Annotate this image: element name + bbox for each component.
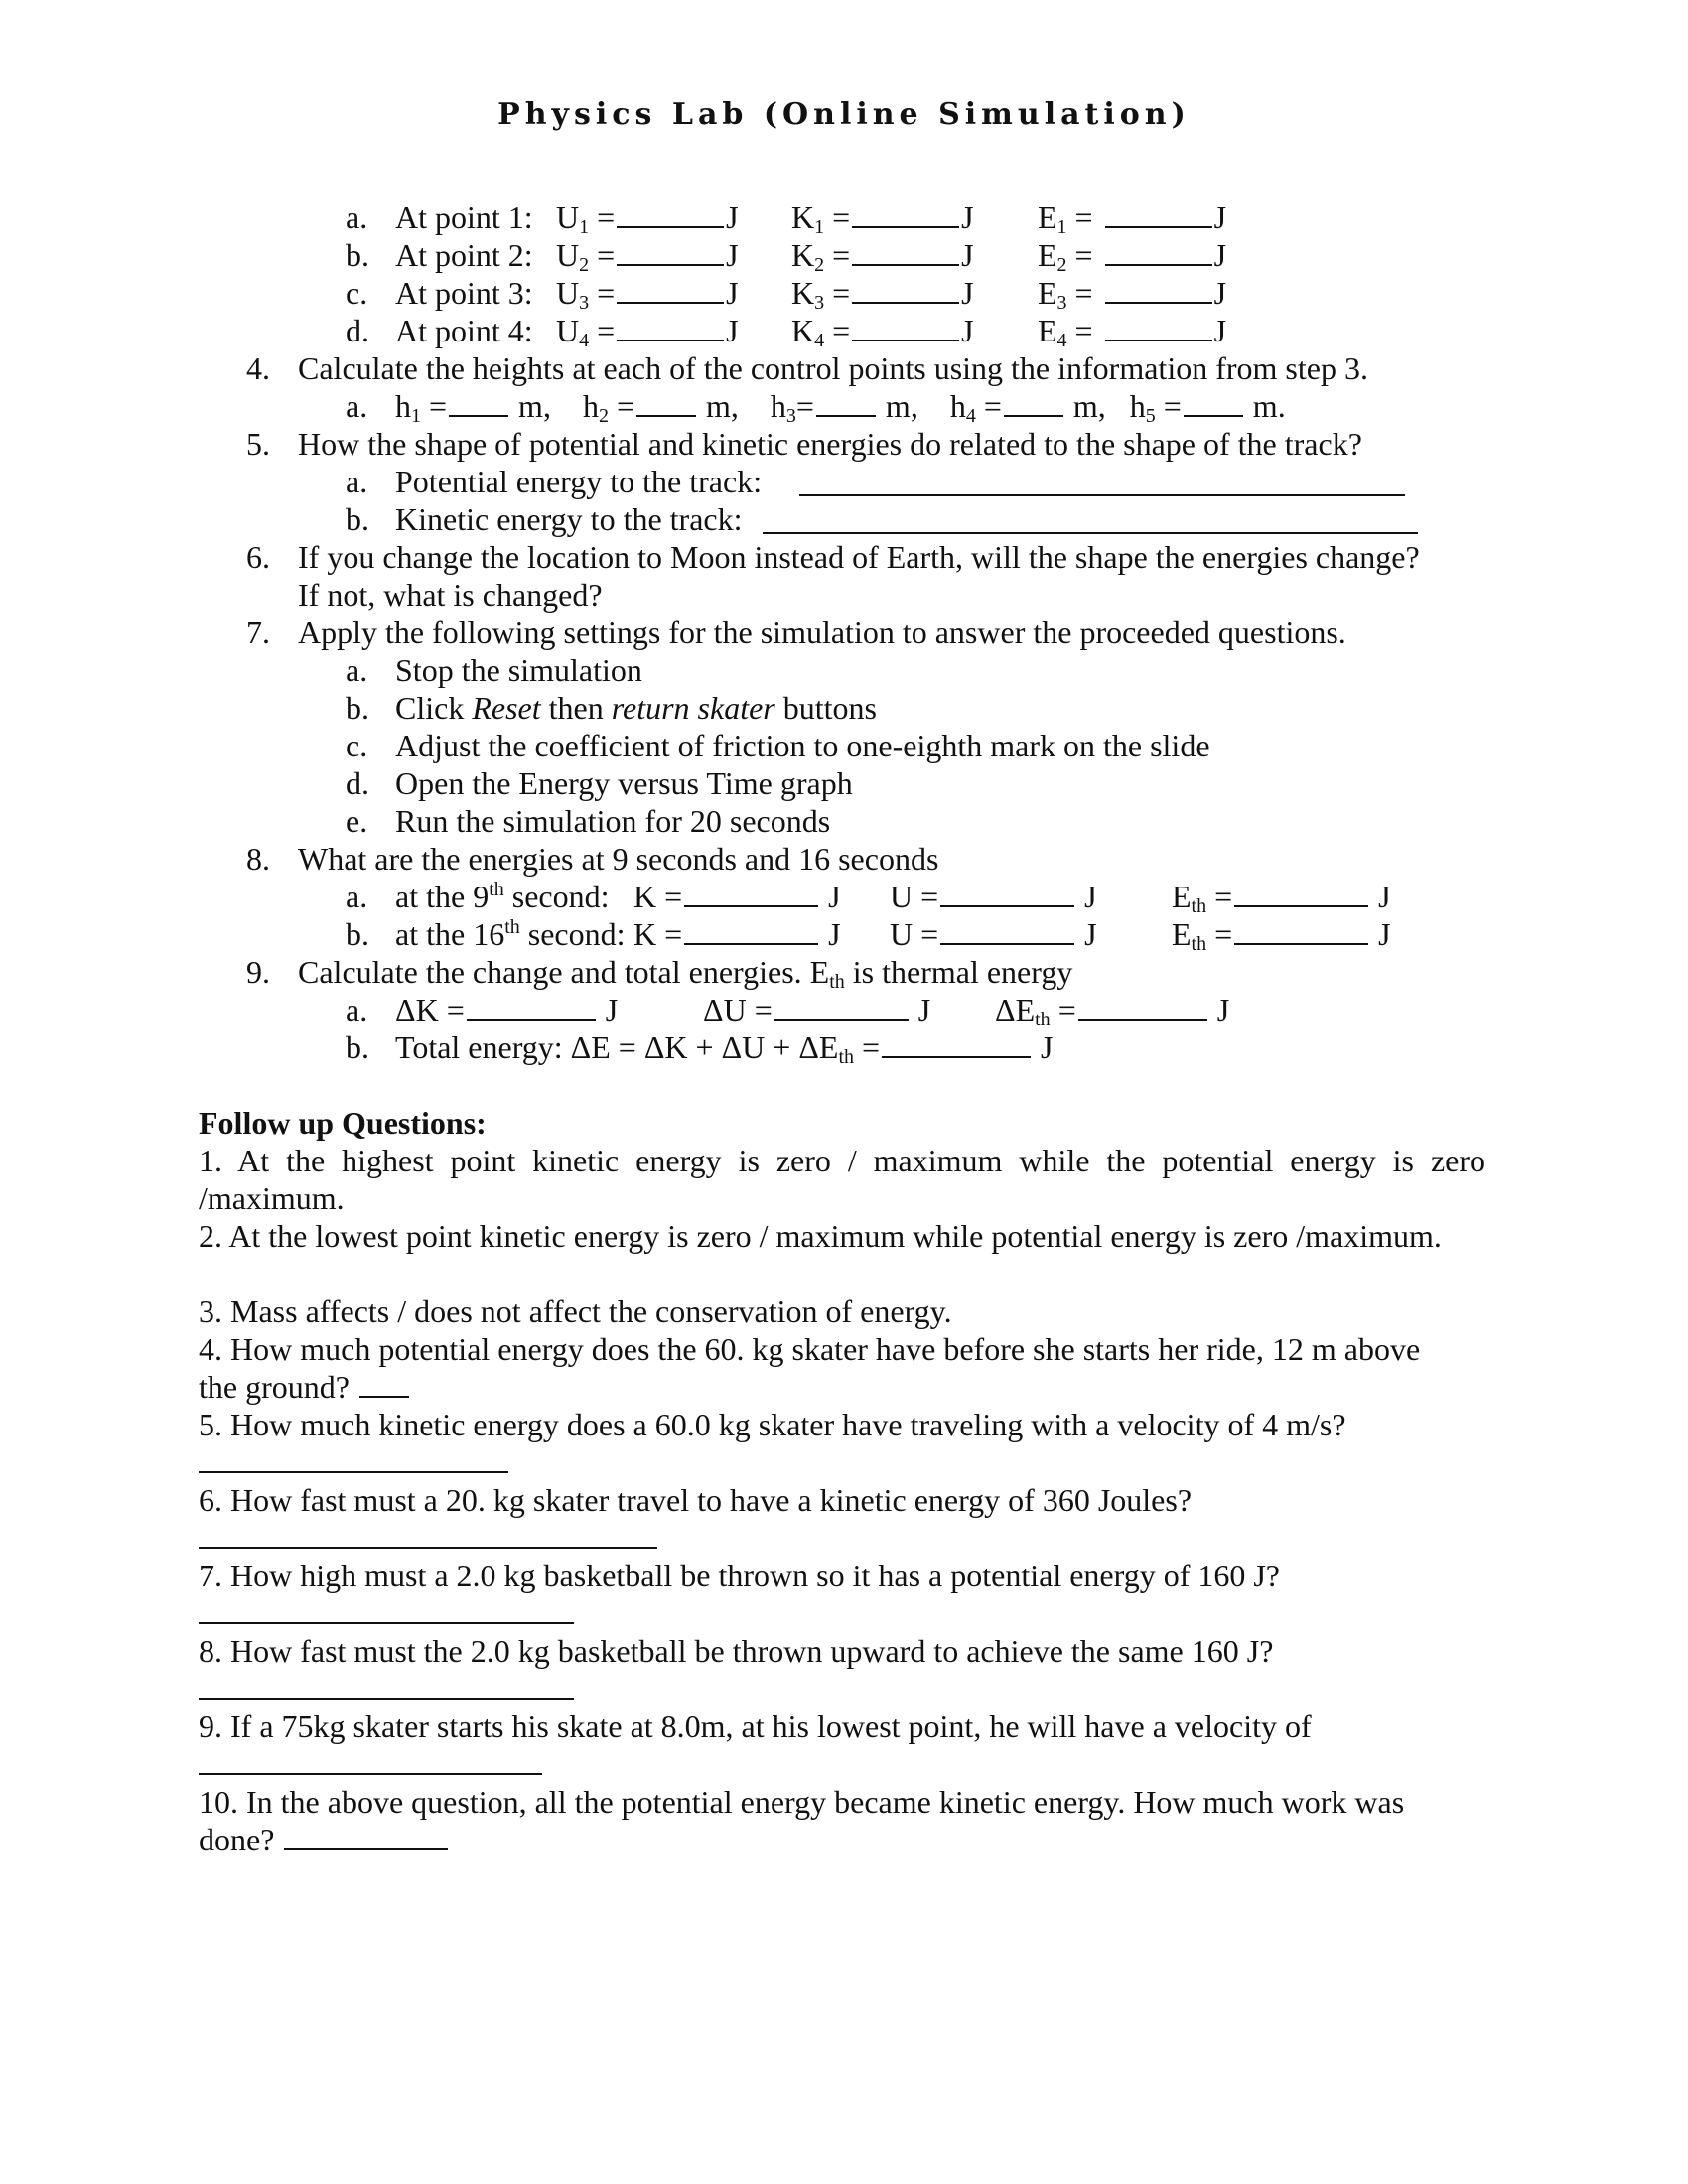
answer-line[interactable] [199, 1698, 574, 1700]
follow-up-heading: Follow up Questions: [199, 1105, 487, 1141]
e-field-3: $E_3 = J$ [1038, 275, 1227, 314]
answer-blank[interactable] [1078, 993, 1207, 1021]
energy-row-3: c. At point 3: [346, 275, 533, 311]
answer-line[interactable] [199, 1471, 508, 1473]
answer-blank[interactable] [617, 314, 724, 341]
u-field-3: $U_3 = J$ [556, 275, 739, 314]
answer-blank[interactable] [359, 1370, 409, 1398]
e-field-2: $E_2 = J$ [1038, 237, 1227, 276]
e-field-4: $E_4 = J$ [1038, 313, 1227, 351]
answer-blank[interactable] [636, 389, 696, 417]
answer-blank[interactable] [467, 993, 596, 1021]
answer-blank[interactable] [1184, 389, 1243, 417]
answer-blank[interactable] [684, 880, 818, 907]
answer-blank[interactable] [852, 238, 959, 266]
answer-blank[interactable] [852, 201, 959, 228]
k-16s: K = J [633, 916, 841, 952]
answer-line[interactable] [199, 1773, 542, 1775]
question-7: 7. Apply the following settings for the simulation to answer the proceeded questions. [246, 614, 1346, 650]
answer-line[interactable] [199, 1547, 657, 1549]
eth-9s: $E_{th} = J$ [1172, 879, 1391, 917]
question-6-line2: If not, what is changed? [298, 577, 603, 613]
k-field-1: $K_1 = J$ [791, 200, 974, 238]
question-6: 6. If you change the location to Moon instead of Earth, will the shape the energies change? [246, 539, 1420, 575]
k-field-3: $K_3 = J$ [791, 275, 974, 314]
follow-up-q10-line2: done? [199, 1821, 450, 1858]
question-5: 5. How the shape of potential and kinetic energies do related to the shape of the track? [246, 426, 1362, 462]
answer-blank[interactable] [1105, 201, 1212, 228]
question-9b: b. Total energy: $\Delta E = \Delta K + \Delta U + \Delta E_{th} = J$ [346, 1029, 1054, 1068]
answer-blank[interactable] [449, 389, 508, 417]
answer-blank[interactable] [1105, 276, 1212, 304]
question-7e: e. Run the simulation for 20 seconds [346, 803, 831, 839]
question-9: 9. Calculate the change and total energies. $E_{th}$ is thermal energy [246, 954, 1073, 993]
energy-row-1 [346, 199, 533, 236]
e-field-1: $E_1 = J$ [1038, 200, 1227, 238]
question-5a: a. Potential energy to the track: [346, 464, 763, 499]
answer-blank[interactable] [1105, 238, 1212, 266]
answer-line[interactable] [763, 532, 1418, 534]
question-4: 4. Calculate the heights at each of the control points using the information from step 3. [246, 350, 1368, 386]
u-9s: U = J [890, 879, 1097, 914]
k-field-4: $K_4 = J$ [791, 313, 974, 351]
u-field-1: $U_1 = J$ [556, 200, 739, 238]
answer-blank[interactable] [940, 880, 1074, 907]
u-field-2: $U_2 = J$ [556, 237, 739, 276]
follow-up-q1: 1. At the highest point kinetic energy is zero / maximum while the potential energy is zero /maximum. [199, 1143, 1485, 1216]
follow-up-q4: 4. How much potential energy does the 60. kg skater have before she starts her ride, 12 m above [199, 1331, 1421, 1367]
answer-blank[interactable] [1004, 389, 1063, 417]
question-8: 8. What are the energies at 9 seconds and 16 seconds [246, 841, 939, 877]
page-title: Physics Lab (Online Simulation) [497, 97, 1191, 132]
u-field-4: $U_4 = J$ [556, 313, 739, 351]
answer-blank[interactable] [882, 1030, 1031, 1058]
answer-line[interactable] [199, 1622, 574, 1624]
answer-line[interactable] [799, 494, 1405, 496]
row-label: At point 1: [395, 200, 533, 235]
follow-up-q5: 5. How much kinetic energy does a 60.0 kg skater have traveling with a velocity of 4 m/s? [199, 1407, 1346, 1442]
answer-blank[interactable] [617, 238, 724, 266]
answer-blank[interactable] [774, 993, 909, 1021]
question-8b: b. at the 16th second: [346, 916, 626, 952]
question-9a: a. [346, 992, 368, 1027]
question-7c: c. Adjust the coefficient of friction to one-eighth mark on the slide [346, 728, 1210, 763]
answer-blank[interactable] [816, 389, 876, 417]
answer-blank[interactable] [1105, 314, 1212, 341]
follow-up-q2: 2. At the lowest point kinetic energy is zero / maximum while potential energy is zero /maximum. [199, 1218, 1442, 1254]
question-7d: d. Open the Energy versus Time graph [346, 765, 853, 801]
follow-up-q9: 9. If a 75kg skater starts his skate at 8.0m, at his lowest point, he will have a velocity of [199, 1708, 1312, 1744]
answer-blank[interactable] [617, 201, 724, 228]
answer-blank[interactable] [852, 314, 959, 341]
answer-blank[interactable] [1234, 917, 1368, 945]
answer-blank[interactable] [684, 917, 818, 945]
energy-row-4: d. At point 4: [346, 313, 533, 348]
question-7b: b. Click Reset then return skater buttons [346, 690, 877, 726]
question-7a: a. Stop the simulation [346, 652, 642, 688]
k-9s: K = J [633, 879, 841, 914]
follow-up-q7: 7. How high must a 2.0 kg basketball be thrown so it has a potential energy of 160 J? [199, 1558, 1280, 1593]
answer-blank[interactable] [940, 917, 1074, 945]
delta-eth: $\Delta E_{th} = J$ [995, 992, 1230, 1030]
follow-up-q3: 3. Mass affects / does not affect the conservation of energy. [199, 1294, 952, 1329]
follow-up-q4-line2: the ground? [199, 1368, 411, 1406]
delta-u: ΔU = J [703, 992, 931, 1027]
question-8a: a. at the 9th second: [346, 879, 610, 914]
follow-up-q10: 10. In the above question, all the potential energy became kinetic energy. How much work was [199, 1784, 1405, 1820]
row-letter: a. [346, 200, 368, 235]
k-field-2: $K_2 = J$ [791, 237, 974, 276]
answer-blank[interactable] [1234, 880, 1368, 907]
answer-blank[interactable] [617, 276, 724, 304]
eth-16s: $E_{th} = J$ [1172, 916, 1391, 955]
heights-row: a. $h_1 = m$, $h_2 = m$, $h_3= m$, $h_4 = m$, $h_5 = m$. [346, 388, 1286, 427]
question-5b: b. Kinetic energy to the track: [346, 501, 743, 537]
delta-k: ΔK = J [395, 992, 619, 1027]
follow-up-q6: 6. How fast must a 20. kg skater travel to have a kinetic energy of 360 Joules? [199, 1482, 1193, 1518]
energy-row-2: b. At point 2: [346, 237, 533, 273]
answer-blank[interactable] [852, 276, 959, 304]
answer-blank[interactable] [284, 1823, 448, 1850]
follow-up-q8: 8. How fast must the 2.0 kg basketball be thrown upward to achieve the same 160 J? [199, 1633, 1274, 1669]
u-16s: U = J [890, 916, 1097, 952]
